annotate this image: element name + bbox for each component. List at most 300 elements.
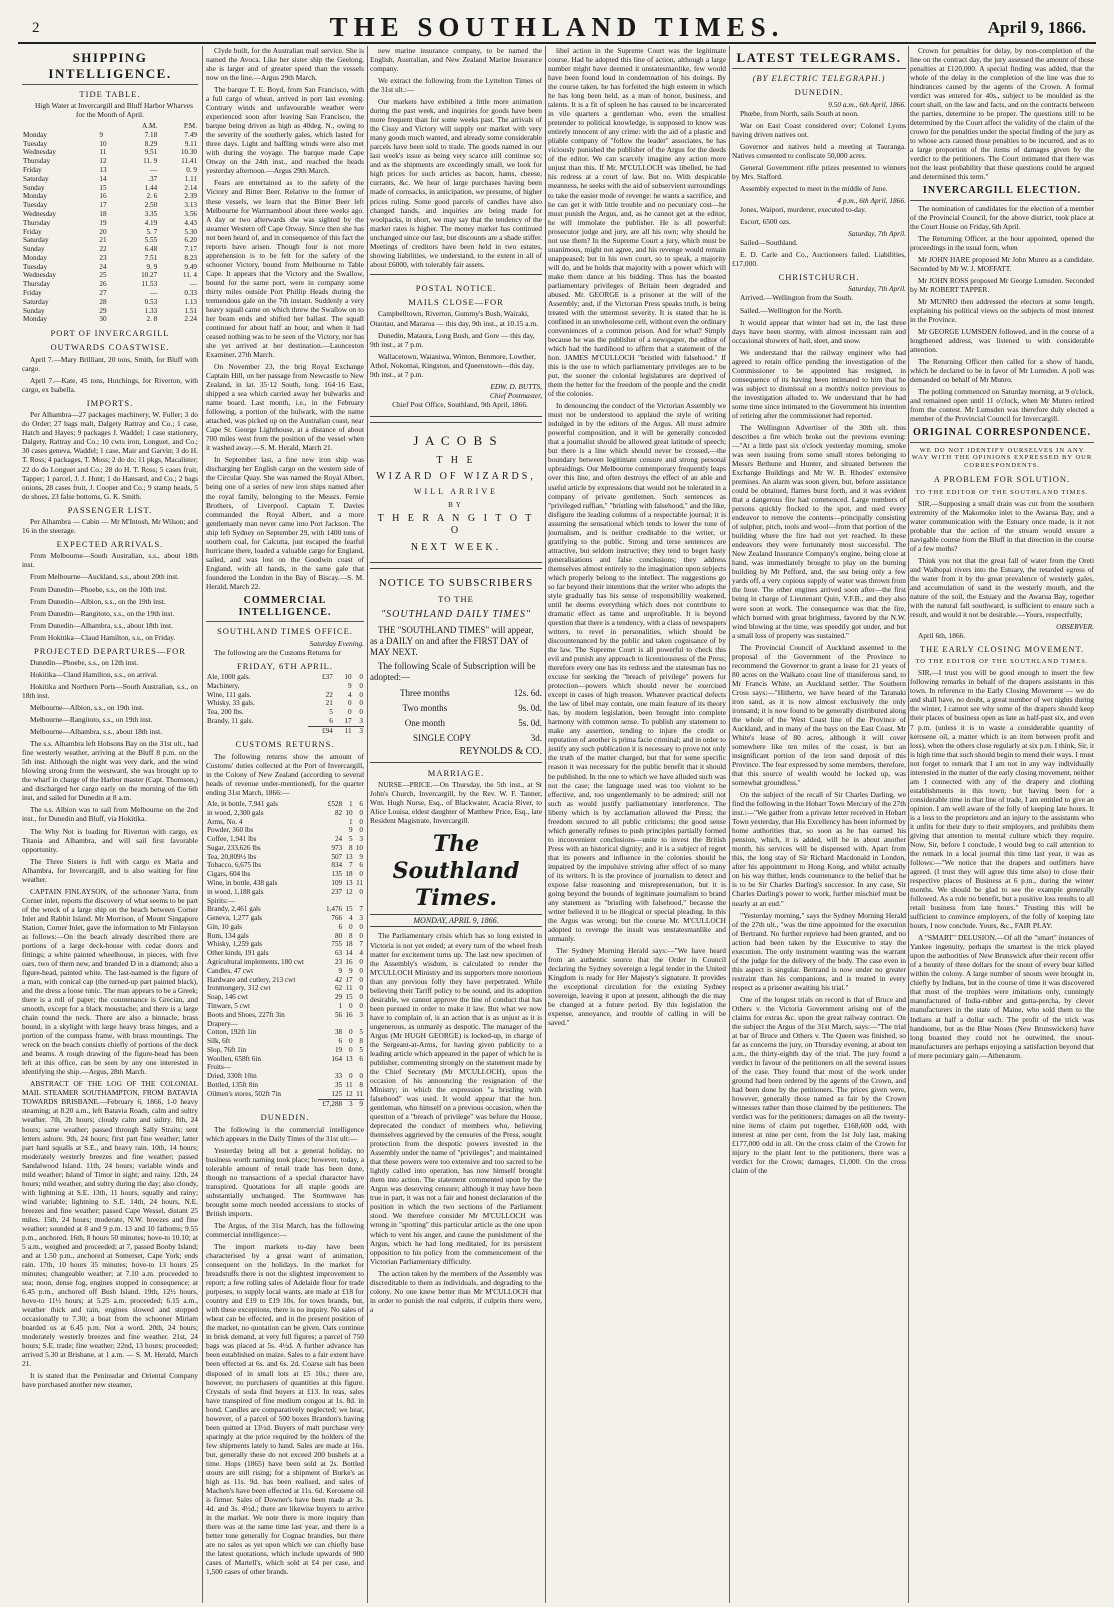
shipping-news: It is stated that the Peninsular and Oriental Company have purchased another new steamer, [22,1371,198,1390]
shipping-news: The s.s. Albion was to sail from Melbourne on the 2nd inst., for Dunedin and Bluff, via Hokitika. [22,805,198,824]
customs-row-cell: 9 [347,681,352,690]
tide-row-cell: Monday [23,315,47,324]
returns-total-cell: £7,288 [318,1099,343,1108]
returns-row-cell: 109 [331,879,343,888]
letter-text: Think you not that the great fall of water from the Oreti and Waihopai rivers into the Estuary, the retarded egress of the water from it by the great prevalence of westerly gales, and accumulation of sand in the westerly mouth, and the nature of the soil, the Estuary and the Awarua Bay, together with the natural fall southward, is sufficient to ensure such a result, and would it not be desirable.—Yours, respectfully, [910,555,1094,619]
returns-total-cell [206,1099,318,1108]
letter-addressee: TO THE EDITOR OF THE SOUTHLAND TIMES. [915,488,1089,496]
returns-row-cell: 9 [359,852,363,861]
returns-row-cell: Drapery— [207,1019,238,1028]
tide-row-cell: Saturday [23,236,49,245]
rate-row [370,701,542,716]
ad-ship: T H E R A N G I T O T O [377,513,535,537]
commercial-text: The following is the commercial intelligence which appears in the Daily Times of the 31st ult:— [206,1124,364,1143]
tide-row-cell: 1.11 [184,174,197,183]
returns-row-cell: 33 [334,1072,343,1081]
ad-the: T H E [436,454,476,466]
telegram-item: General Government rifle prizes presented to winners by Mrs. Stafford. [732,162,906,181]
returns-row-cell: 6 [359,799,363,808]
returns-row [206,967,364,976]
election-text: The polling commenced on Saturday morning, at 9 o'clock, and remained open until 11 o'clock, when Mr Munro retired from the contest. Mr Lumsden was therefore duly elected a member of the Provincial Council for Invercargill. [910,387,1094,424]
letter-text: SIR,—Supposing a small drain was cut from the southern extremity of the Makomoko inlet to the Awarua Bay, and a water communication with the Estuary once made, is it not probable that the action of the stream would ensure a navigable course from the Bluff in that direction in the course of a few moths? [910,498,1094,553]
returns-row-cell: Cigars, 604 lbs [207,870,251,879]
postal-heading: POSTAL NOTICE. [415,282,497,293]
tide-table [22,122,198,324]
returns-total-cell: 3 [343,1099,353,1108]
departure-item: Melbourne—Albion, s.s., on 19th inst. [30,703,144,713]
ad-jacobs: J A C O B S [413,432,499,448]
commercial-text: We extract the following from the Lyttelton Times of the 31st ult.:— [370,76,542,95]
letter-title: A PROBLEM FOR SOLUTION. [933,474,1071,485]
returns-row-cell: 8 [348,843,353,852]
returns-row-cell: £528 [327,799,343,808]
customs-row-cell: 22 [325,690,333,699]
returns-row-cell [354,897,364,906]
election-text: Mr JOHN HARE proposed Mr John Munro as a candidate. Seconded by Mr W. J. MOFFATT. [910,254,1094,273]
customs-row [206,699,364,708]
returns-row-cell: 0 [359,817,363,826]
customs-row-cell: Wine, 111 gals. [207,690,252,699]
single-copy [370,731,542,746]
tide-row-cell: Sunday [23,245,45,254]
customs-row-cell: 4 [347,690,352,699]
customs-row-cell: 21 [325,699,333,708]
tide-row-cell: 18 [99,209,107,218]
tide-row-cell: 26 [99,280,107,289]
tide-row [22,280,198,289]
customs-row-cell: 6 [329,716,333,725]
returns-row-cell: 35 [334,1080,343,1089]
customs-row-cell: Brandy, 11 gals. [207,717,254,726]
customs-row [206,717,364,726]
commercial-text: Our markets have exhibited a little more animation during the past week, and inquiries for goods have been more frequent than for some weeks past. The arrivals of the Cissy and Victory will supply our market with very many goods much wanted, and already some considerable parcels have been sold to trade. The goods named in our last week's issue as being very scarce still continue so; and as the shipments are exceedingly small, we look for high prices for such articles as bacon, hams, cheese, currants, &c. We hear of large purchases having been made of cornsacks, in anticipation, we presume, of higher prices ruling. Some good parcels of candles have also changed hands, and inquiries are being made for woolpacks, in short, we may say that the tendency of the market rates is higher. The money market has continued unchanged since our last, but discounts are a shade stiffer. Meetings of creditors have been held in two estates, showing liabilities, we understand, to the extent in all of about £6000, with tolerably fair assets. [370,97,542,269]
telegram-time: 9.50 a.m., 6th April, 1866. [828,99,906,109]
returns-row-cell: Coffee, 1,941 lbs [207,835,257,844]
tide-row [22,307,198,316]
returns-row-cell: 11 [356,1089,363,1098]
tide-row-cell: — [189,280,197,289]
returns-row-cell: 7 [348,861,353,870]
commercial-text: Yesterday being all but a general holiday, no business worth naming took place; however, today, a tolerable amount of retail trade has been done, though no transactions of a special character have transpired. Quotations for all staple goods are substantially unchanged. The Stormwave has brought some much needed accessions to stocks of British imports. [206,1145,364,1218]
outwards-heading: OUTWARDS COASTWISE. [50,342,170,353]
tide-table-header [22,122,198,131]
tide-row-cell: 15 [99,183,107,192]
tide-row-cell: 2. 6 [146,192,158,201]
telegram-item: Governor and natives held a meeting at Tauranga. Natives consented to confiscate 50,000 acres. [732,141,906,160]
tide-row-cell: Wednesday [23,271,56,280]
returns-row-cell: 237 [331,887,343,896]
returns-row-cell: Gin, 10 gals [207,922,242,931]
single-price: 3d. [530,732,542,743]
returns-row [206,853,364,862]
tide-row-cell: 19 [99,218,107,227]
column-2 [206,46,364,1603]
tide-row-cell: Monday [23,253,47,262]
commercial-text: new marine insurance company, to be named the English, Australian, and New Zealand Marine Insurance company. [370,46,542,74]
column-3 [370,46,542,1603]
tide-row-cell: 11.41 [181,157,197,166]
telegram-time: 4 p.m., 6th April, 1866. [837,195,906,205]
returns-row-cell [343,1063,353,1072]
returns-row-cell: Ironmongery, 312 cwt [207,984,271,993]
postal-text: Campbelltown, Riverton, Gummy's Bush, Wairaki, Otautau, and Mararoa — this day, 9th inst., at 10.15 a.m. [370,309,539,328]
postal-notice [370,274,542,417]
tide-row-cell: 30 [99,315,107,324]
returns-row-cell: in wood, 1,188 gals [207,887,264,896]
returns-row [206,800,364,809]
returns-row-cell: Arms, No. 4 [207,817,243,826]
tide-row-cell: .37 [148,174,158,183]
returns-row-cell: Geneva, 1,277 gals [207,914,263,923]
returns-row [206,923,364,932]
tide-row [22,245,198,254]
returns-row-cell: 38 [334,1028,343,1037]
returns-row-cell: 4 [348,914,353,923]
tide-col-date [98,122,118,131]
shipping-item: April 7.—Mary Brilliant, 20 tons, Smith, for Bluff with cargo. [22,354,198,373]
customs-row-cell: 0 [347,708,352,717]
returns-row [206,809,364,818]
returns-row-cell: 135 [331,870,343,879]
returns-row-cell: Agricultural implements, 180 cwt [207,958,305,967]
returns-row-cell: 11 [345,1080,353,1089]
tide-row-cell: 5.30 [184,227,197,236]
notice-to: TO THE [438,594,474,605]
returns-row [206,905,364,914]
tide-row-cell: 20 [99,227,107,236]
returns-row [206,940,364,949]
customs-row-cell: 17 [344,716,352,725]
returns-row [206,993,364,1002]
news-item: A "SMART" DELUSION.—Of all the "smart" instances of Yankee ingenuity, perhaps the smartest is the trick played upon the authorities of New Brunswick after their recent offer of a bounty of three dollars for the snout of every bear killed within the colony. A large number of snouts were brought in, chiefly by Indians, but in the course of time it was discovered that most of the trophies were imitations only, cunningly manufactured of India-rubber and gutta-percha, by clever manufacturers in the state of Maine, who sold them to the Indians at half a dollar each. The profit of the trick was handsome, but as the Blue Noses (New Brunswickers) have long boasted they could not be outwitted, the snout-manufacturers are perhaps enjoying a satisfaction beyond that of mere pecuniary gain.—Athenæum. [910,933,1094,1060]
departure-item: Hokitika—Claud Hamilton, s.s., on arrival. [30,670,158,680]
customs-row-cell: Machinery, [207,681,240,690]
returns-row-cell [318,1063,343,1072]
returns-row-cell: Tinware, 5 cwt [207,1001,251,1010]
tide-row-cell: 9.51 [144,148,158,157]
returns-row [206,818,364,827]
returns-row-cell: 0 [348,1072,353,1081]
returns-row-cell: 15 [345,993,353,1002]
returns-row-cell: 0 [359,808,363,817]
tide-row [22,175,198,184]
tide-row-cell: Tuesday [23,201,48,210]
tide-row-cell: 1.13 [184,297,197,306]
tide-row-cell: 10 [99,139,107,148]
returns-row-cell: 9 [348,826,353,835]
letter-text: SIR,—I trust you will be good enough to insert the few following remarks in behalf of the drapers assistants in this town. In reference to the Early Closing Movement — we do and shall have, no doubt, a great number of wet nights during the winter, I cannot see why some of the drapers should keep their places of business open as late as half-past six, and even 7 p.m. (unless it is to waste a considerable quantity of kerosene oil, a matter which is an item between profit and loss), when the others close regularly at six p.m. I think, Sir, it is high time that such should begin to mend their ways. I must not forget to remark that I am not in any way individually interested in the matter of the early closing movement, neither am I connected with any of the drapery and clothing establishments in this town; but having been for a considerable time in that line of trade, I am entitled to give an opinion. I am well aware of the folly of keeping late hours. It is a loss to the proprietors and an injury to the assistants who it unfits for their duty to their employers, and prohibits them giving that attention to mental culture which they require. Now, Sir, before I conclude, I would beg to call attention to the remark in a local journal this time last year, it was as follows:—"We notice that the drapers and outfitters have agreed. (I trust they will agree this time also) to close their respective places of Business at 6 p.m., during the winter months. We should be glad to see the example generally followed. As a rule no benefit, but a positive loss results to all retail business from late hours." Trusting this will be sufficient to convince employers, of the folly of keeping late hours, I now conclude. Yours, &c., FAIR PLAY. [910,668,1094,931]
returns-row-cell: Boots and Shoes, 227ft 3in [207,1010,285,1019]
returns-row [206,826,364,835]
quarter-returns-table [206,800,364,1108]
returns-row-cell: 1,476 [325,905,343,914]
returns-row-cell: Slop, 76ft 1in [207,1045,247,1054]
returns-row-cell: Oilmen's stores, 502ft 7in [207,1090,281,1099]
tide-row-cell: 9 [99,130,104,139]
customs-row-cell: 10 [344,673,352,681]
arrival-item: From Dunedin—Albion, s.s., on the 19th inst. [30,596,166,606]
telegram-item: Sailed.—Wellington for the North. [740,305,843,315]
customs-row-cell: 0 [359,681,363,690]
tide-row-cell: Friday [23,227,42,236]
returns-heading: CUSTOMS RETURNS. [235,739,335,750]
election-text: Mr JOHN ROSS proposed Mr George Lumsden. Seconded by Mr ROBERT TAPPER. [910,275,1094,294]
telegram-time: Saturday, 7th April. [848,228,906,238]
customs-row-cell: £37 [322,673,333,681]
returns-row [206,1002,364,1011]
news-item: Crown for penalties for delay, by non-completion of the line on the contract day, the jury assessed the amount of those penalties at £120,000. A special finding was added, that the whole of the delay in the completion of the line was due to hindrances caused by the agents of the Crown. A formal verdict was entered for 40s., subject to be moulded as the court shall, on the law and facts, and on the contracts between the parties, determine to be proper. The questions still to be determined by the Court affect the validity of the claim of the crown for the penalties under the special finding of the jury as to whose acts caused those penalties to be incurred, and as to a large proportion of the items of damages given by the verdict to the petitioners. The Court intimated that there was not the least probability that these questions could be argued and determined this term." [910,46,1094,182]
returns-row [206,861,364,870]
telegram-item: Arrived.—Wellington from the South. [740,293,853,303]
rate-row-cell: Three months [399,687,450,698]
postal-sub: MAILS CLOSE—FOR [408,297,504,308]
departure-item: Melbourne—Alhambra, s.s., about 18th inst. [30,727,162,737]
customs-row-cell: Ale, 1000 gals. [207,673,251,681]
tide-row-cell: 7.51 [144,253,158,262]
tide-row-cell: 27 [99,288,107,297]
returns-row-cell: 23 [334,958,343,967]
returns-row [206,958,364,967]
returns-row-cell: 1 [338,1001,343,1010]
returns-row-cell: 62 [334,984,343,993]
returns-row [206,879,364,888]
election-text: Mr MUNRO then addressed the electors at some length, explaining his political views on the subjects of most interest in the Province. [910,296,1094,324]
editorial-text: The action taken by the members of the Assembly was discreditable to them as individuals, and degrading to the colony. No one knew better than Mr M'CULLOCH that in order to punish the real culprits, if culprits there were, a [370,1268,542,1314]
returns-row-cell [343,897,353,906]
customs-office: SOUTHLAND TIMES OFFICE. [217,626,353,637]
rate-row-cell: Two months [402,702,448,713]
customs-row-cell: 0 [347,699,352,708]
returns-row [206,914,364,923]
shipping-news: CAPTAIN FINLAYSON, of the schooner Yarra, from Corner inlet, reports the discovery of what seems to be part of the wreck of a large ship on the beach between Corner Inlet and Rabbit Island. Mr Morrison, of Mount Singapore Station, Corner Inlet, gave the information to Mr Finlayson as follows:—On the beach already described there are portions of a large deck-house with cedar doors and fittings; a white painted wheelhouse, in pieces, with five oars, two of them new, and branded D in a diamond; also a figure-head, painted white. The last-named is the figure of a man, with conical cap (the turned-up part painted black), and the dress a loose tunic. The man appears to be a Greek; there is a roll of paper; the countenance is Grecian, and smooth, except for a black moustache; and there is a large chain round the neck. There are also a binnacle, brass bound, in a skylight with large heavy brass hinges, and a portion of the compass frame, with brass mountings. The wreck on the beach consists chiefly of portions of the deck and beams. A rough drawing of the figure-head has been left at this office, can be seen by any one interested in identifying the ship.—Argus, 28th March. [22,886,198,1077]
telegram-item: E. D. Carle and Co., Auctioneers failed. Liabilities, £17,000. [732,250,906,269]
tide-row-cell: 17 [99,201,107,210]
customs-row-cell: 3 [359,716,363,725]
returns-row [206,1037,364,1046]
returns-row-cell: 19 [334,1045,343,1054]
returns-row [206,949,364,958]
returns-row-cell: 8 [359,1037,363,1046]
editorial-text: The Parliamentary crisis which has so long existed in Victoria is not yet ended; at every turn of the wheel fresh matter for excitement turns up. The last new specimen of the Assembly's wisdom, is calculated to render the M'CULLOCH Ministry and its supporters more notorious than any previous folly they have perpetrated. While believing their Tariff policy to be sound, and its adoption desirable, we cannot approve the line of conduct that has been pursued in order to make it law. But what we now have to complain of, is an action that is as unjust as it is ungenerous, as unmanly as despotic. The manager of the Argus (Mr HUGH GEORGE) is locked-up, in charge of the Sergeant-at-Arms, for having given publicity to a leading article which appeared in the paper of which he is publisher, commenting strongly on the statement made by the Chief Secretary (Mr M'CULLOCH), upon the occasion of his announcing the resignation of the Ministry; in which the expression "a bristling with falsehood" was used. It would appear that the hon. gentleman, who himself on a previous occasion, when the question of a "breach of privilege" was before the House, deprecated the conduct of members who, believing themselves aggrieved by the censures of the Press, sought protection from the despotic powers invested in the Assembly under the name of "privileges"; and maintained that these powers were too extensive and too sacred to be lightly called into operation, has now himself brought them into action. The statement commented upon by the Argus was deserving censure; although it may have been true in part, it was not a fair and honest declaration of the position in which the two sections of the Parliament stood. We therefore consider Mr M'CULLOCH was wrong in "spotting" this particular article as the one upon which to vent his anger, and cause the punishment of the Argus, which he had long meditated, for its persistent opposition to his policy from the commencement of the Victorian Parliamentary difficulty. [370,931,542,1266]
returns-row-cell [318,1020,343,1029]
tide-row-cell: 4.19 [144,218,158,227]
returns-row [206,835,364,844]
correspondence-disclaimer: WE DO NOT IDENTIFY OURSELVES IN ANY WAY WITH THE OPINIONS EXPRESSED BY OUR CORRESPONDENTS. [911,446,1093,470]
returns-row [206,1055,364,1064]
expected-heading: EXPECTED ARRIVALS. [56,539,164,550]
tide-row-cell: 21 [99,236,107,245]
returns-row-cell: 973 [331,843,343,852]
notice-body: THE "SOUTHLAND TIMES" will appear, as a DAILY on and after the FIRST DAY of MAY NEXT. [370,624,534,657]
customs-date: FRIDAY, 6TH APRIL. [237,660,333,671]
shipping-news: Clyde built, for the Australian mail service. She is named the Avoca. Like her sister ship the Geelong, she is larger and of greater speed than the vessels now on the line.—Argus 29th March. [206,46,364,83]
section-heading-commercial: COMMERCIAL INTELLIGENCE. [206,595,364,622]
tide-row-cell: 9.49 [184,262,197,271]
returns-row-cell: 82 [334,808,343,817]
returns-row [206,844,364,853]
returns-row-cell: 5 [359,1028,363,1037]
customs-row [206,708,364,717]
editorial-date: MONDAY, APRIL 9, 1866. [370,914,542,928]
tide-row-cell: 1.33 [144,306,158,315]
christchurch-heading: CHRISTCHURCH. [778,272,860,283]
tide-row-cell: 9. 9 [146,262,158,271]
returns-row-cell: Woollen, 658ft 6in [207,1054,261,1063]
arrival-item: From Dunedin—Phoebe, s.s., on the 10th inst. [30,584,167,594]
returns-row [206,1011,364,1020]
arrival-item: From Hokitika—Claud Hamilton, s.s., on Friday. [30,632,176,642]
tide-row [22,219,198,228]
tide-row-cell: Thursday [23,218,51,227]
returns-row-cell: 24 [334,835,343,844]
tide-row-cell: 23 [99,253,107,262]
returns-row-cell: 755 [331,940,343,949]
customs-total-cell: £94 [308,726,334,735]
returns-row-cell: 16 [345,958,353,967]
letter-addressee: TO THE EDITOR OF THE SOUTHLAND TIMES. [915,658,1089,666]
telegram-sub: (BY ELECTRIC TELEGRAPH.) [752,72,886,83]
returns-row-cell: 0 [359,887,363,896]
tide-row-cell: 4.43 [184,218,197,227]
shipping-news: The Three Sisters is full with cargo ex Maria and Alhambra, for Invercargill, and is also waiting for fine weather. [22,856,198,884]
returns-row-cell: 0 [359,984,363,993]
ad-will: WILL ARRIVE [413,487,499,497]
tide-row-cell: 0.33 [184,288,197,297]
tide-row-cell: Tuesday [23,262,48,271]
tide-row-cell: Thursday [23,280,51,289]
editorial-text: In denouncing the conduct of the Victorian Assembly we must not be understood to applaud the style of writing indulged in by the editors of the Argus. All must admire powerful composition, and it will be generally conceded that a journalist should be allowed great latitude of speech; but there is a line which should never be crossed,—the boundary between legitimate censure and strong personal upbraidings. Our Melbourne contemporary frequently leaps over this line, and often destroys the effect of an able and useful article by expressions that would not be tolerated in a company of private gentlemen. Such sentences as "privileged ruffian," "bristling with falsehood," and the like, disfigure the leading columns of a respectable journal; it is assuming the sensational which tends to lower the tone of journalism, and is neither creditable to the writer, or gratifying to the public. Strong and terse sentences are attractive, but seldom instructive; they tend to beget hasty generalisations and false conclusions; they address themselves almost entirely to the imagination upon subjects which properly belong to the intellect. The suggestions go so far beyond their intentions that the writer who adopts the style gradually has his sense of responsibility weakened, until he deems everything which does not contribute to dramatic effect as tame and unprofitable. It is beyond question that there is a tendency, with a class of newspapers writers, to revel in personalities, which should be discountenanced by the public and taken cognisance of by the law. The Supreme Court is all powerful to check this evil and punish any approach to licentiousness of the Press; therefore every one has its redress and the statesman has no excuse for seeking the "breach of privilege" powers for protection—powers which should never be exercised except in cases of high treason. Whatever practical defects the law of libel may contain, one main feature of its theory has, by modern legislation, been brought into complete harmony with common sense. To publish any statement to make any assertion, tending to injure the credit or reputation of another is prima facie criminal; and in order to justify any such publication it is necessary to prove not only the truth of the matter charged, but that for some specific reason it was necessary for the public benefit that it should be published. In the one to which we have alluded such was not the case; the language used was too violent to be effective, and, too ungentlemanly to be admired; still not such as would justify parliamentary interference. The liberty which is by acclamation allowed the Press; the freedom secured to all public criticisms; the good sense which generally refuses to push principles partially formed to inconvenient conclusions—unite to invest the British Press with an historical dignity; and it is a subject of regret that its powers and influence in the colonies should be impaired by the impulsive striving after effect of so many of its writers. It is the province of journalists to detect and expose false reasoning and misrepresentation, but it is going beyond the bounds of legitimate journalism to brand any statement as "bristling with falsehood," because the writer believed it to be illogical or special pleading. In this the Argus was wrong; but the course Mr. M'CULLOCH adopted to revenge the insult was unstatesmanlike and unmanly. [548,401,726,944]
tide-row [22,140,198,149]
election-text: The nomination of candidates for the election of a member of the Provincial Council, for the above district, took place at the Court House on Friday, 6th April. [910,203,1094,231]
commercial-text: The Argus, of the 31st March, has the following commercial intelligence:— [206,1221,364,1240]
returns-row-cell: Whisky, 1,259 gals [207,940,263,949]
departure-item: Hokitika and Northern Ports—South Australian, s.s., on 18th inst. [22,682,198,701]
returns-row-cell: 80 [334,931,343,940]
tide-row-cell: Sunday [23,183,45,192]
returns-row-cell: 125 [331,1089,343,1098]
returns-row-cell: 12 [345,1089,353,1098]
subscriber-notice [370,568,542,763]
news-item: "Yesterday morning," says the Sydney Morning Herald of the 27th ult., "was the time appointed for the execution of Bertrand. No further reprieve had been granted, and no action had been taken by the Executive to stay the execution. The only instrument wanting was the warrant of the judge for the delivery of the body. The case even in this aspect is singular. Bertrand is now under no greater restraint than his companions, and is treated in every respect as a prisoner awaiting his trial." [732,910,906,992]
tide-row-cell: Monday [23,130,47,139]
imports-heading: IMPORTS. [86,397,134,408]
tide-table-intro: High Water at Invercargill and Bluff Harbor Wharves for the Month of April. [35,101,193,120]
customs-row-cell: 0 [359,690,363,699]
returns-row-cell: 7 [359,905,363,914]
returns-row [206,888,364,897]
tide-row-cell: Wednesday [23,209,56,218]
shipping-item: April 7.—Kate, 45 tons, Hutchings, for Riverton, with cargo, ex Isabella. [22,375,198,394]
news-item: The Wellington Advertiser of the 30th ult. thus describes a fire which broke out the previous evening:—"At a little past six o'clock yesterday morning, smoke was seen issuing from some small stores belonging to Messrs Bethune and Hunter, and situated between the Exchange Buildings and Mr W. B. Rhodes' extensive premises. An alarm was soon given, but, before assistance could be obtained, flames burst forth, and it was evident that a dangerous fire had commenced. Large numbers of persons quickly flocked to the spot, and used every endeavor to remove the contents—principally consisting of sulphur, pitch, tools and wool—from that portion of the building where the fire had not yet reached. In these endeavors they were fortunately most successful. The New Zealand Insurance Company's engine, being close at hand, was immediately brought to play on the burning building by Mr Pefford, and, the sea being only a few yards off, a very copious supply of water was thrown from the hose. The other engines arrived soon after—the first being in charge of Lieutenant Quin, V.F.B., and they also were soon at work. The consequence was that the fire, which burned with great brightness, favored by the N.W. wind blowing at the time, was speedily got under, and but a small loss of property was sustained." [732,422,906,640]
section-heading-correspondence: ORIGINAL CORRESPONDENCE. [910,427,1094,442]
dunedin-heading: DUNEDIN. [794,87,844,98]
returns-row-cell: 8 [348,931,353,940]
marriage-notice: NURSE—PRICE.—On Thursday, the 5th inst., at St John's Church, Invercargill, by the Rev. W. F. Tanner, Wm. Hugh Nurse, Esq., of Blackwater, Acacia River, to Alice Louisa, eldest daughter of Matthew Price, Esq., late Resident Magistrate, Invercargill. [370,780,542,826]
column-rule [545,46,546,1603]
tide-row-cell: Saturday [23,297,49,306]
news-item: On the subject of the recall of Sir Charles Darling, we find the following in the Hobart Town Mercury of the 27th inst.:—"We gather from a private letter received in Hobart Town yesterday, that His Excellency has been informed by home authorities that, so soon as he has earned his pension, which, it is added, will be in about another month, his services will be dispensed with. Apart from this, the long stay of Sir Richard Macdonald in London, after his appointment to Hong Kong, and whilst actually on his way thither, lends countenance to the belief that he is to be Sir Charles Darling's successor. In any case, Sir Charles Darling's power to work, further mischief must be nearly at an end." [732,790,906,908]
tide-row [22,131,198,140]
tide-row-cell: 9.11 [184,139,197,148]
returns-row-cell: 0 [348,922,353,931]
returns-row-cell: Tobacco, 6,675 lbs [207,861,262,870]
returns-row-cell: Ale, in bottle, 7,941 gals [207,799,278,808]
returns-row [206,932,364,941]
editorial-text: The Sydney Morning Herald says:—"We have heard from an authentic source that the Order in Council declaring the Sydney sovereign a legal tender in the United Kingdom is ready for Her Majesty's signature. It provides the exceptional circulation for the existing Sydney sovereign, leaving it upon at present, although the die may be changed at a future period. By this legislation the expense, annoyance, and trouble of calling in will be saved." [548,946,726,1028]
tide-row-cell: 11.53 [141,280,158,289]
election-text: The Returning Officer, at the hour appointed, opened the proceedings in the usual form, when [910,233,1094,252]
customs-total-cell: 3 [353,726,364,735]
returns-row-cell [343,1020,353,1029]
returns-row-cell: 0 [359,966,363,975]
returns-row-cell: 16 [345,1010,353,1019]
returns-row-cell: 13 [345,879,353,888]
column-rule [367,46,368,1603]
returns-row-cell: 6 [338,1037,343,1046]
tide-row-cell: 2.39 [184,192,197,201]
telegram-item: Phœbe, from North, sails South at noon. [740,108,859,118]
shipping-news: On November 23, the brig Royal Exchange Captain Hill, on her passage from Newcastle to New Zealand, in lat. 35·12 South, long. 164·16 East, shipped a sea which carried away her bulwarks and name board. Last month, i.e., in the February following, a portion of the bulwark, with the name attached, was picked up on the Australian coast, near Cape St. George Lighthouse, at a distance of about 700 miles west from the position of the vessel when it washed away.—S. M. Herald, March 21. [206,362,364,453]
returns-row [206,1072,364,1081]
returns-row-cell: 29 [334,993,343,1002]
postal-text: Wallacetown, Waianiwa, Winton, Benmore, Lowther, Athol, Nokomai, Kingston, and Queenstown—this day, 9th inst., at 7 p.m. [370,351,536,379]
tide-row-cell: 7.49 [184,130,197,139]
returns-row-cell: Spirits:— [207,896,235,905]
tide-row-cell: 7.18 [144,130,158,139]
returns-row-cell: 0 [348,1028,353,1037]
returns-row-cell: 10 [345,808,353,817]
rate-row-cell: 12s. 6d. [513,687,542,698]
tide-row [22,192,198,201]
tide-row-cell: 11 [99,148,107,157]
returns-row-cell: 0 [359,1072,363,1081]
customs-day: Saturday Evening. [309,638,364,648]
returns-row-cell: 1 [348,799,353,808]
paper-title: The Southland Times. [392,831,520,911]
returns-row [206,1046,364,1055]
tide-row-cell: 1.44 [144,183,158,192]
tide-row-cell: 2.50 [144,201,158,210]
customs-row-cell: Whisky, 33 gals. [207,699,255,708]
news-item: One of the longest trials on record is that of Bruce and Others v. the Victoria Government arising out of the claims for extras &c. upon the great railway contract. On the subject the Argus of the 31st March, says:—"The trial at bar of Bruce and Others v. The Queen was finished, so far as concerns the jury, on Thursday evening, at about ten a.m., the thirty-eighth day of the trial. The jury found a verdict in favour of the petitioners on all the several issues of the case. They found that most of the work under ground had been ordered by the agents of the Crown, and had been done by the petitioners. The prices given were, however, generally those named as fair by the Crown witnesses rather than those claimed by the petitioners. The verdict was for the petitioners; damages on all the twenty-nine items of claim put together, £168,600 odd, with interest at nine per cent, from the 1st July last, making £177,000 odd in all. On the cross claim of the Crown for injury to the plant lent to the petitioners, there was a verdict for the Crown; damages, £1,000. On the cross claim of the [732,994,906,1176]
issue-date: April 9, 1866. [987,18,1086,37]
postal-signature-title: Chief Postmaster, [489,390,542,400]
returns-row [206,976,364,985]
telegram-item: Escort, 6500 ozs. [740,216,791,226]
returns-row-cell: Wine, in bottle, 438 gals [207,879,278,888]
tide-row-cell: 12 [99,157,107,166]
rate-row-cell: 9s. 0d. [518,702,542,713]
tide-row-cell: 2.24 [184,315,197,324]
friday-customs-table [206,673,364,735]
election-text: Mr GEORGE LUMSDEN followed, and in the course of a lengthened address, was listened to with considerable attention. [910,327,1094,355]
tide-row-cell: 14 [99,174,107,183]
tide-row-cell: 3.13 [184,201,197,210]
tide-row-cell: 7.17 [184,245,197,254]
returns-row-cell: 6 [359,1054,363,1063]
tide-row-cell: 0.53 [144,297,158,306]
tide-row-cell: 16 [99,192,107,201]
returns-total-cell: 9 [354,1099,364,1108]
returns-row-cell: 56 [334,1010,343,1019]
column-4 [548,46,726,1603]
returns-row [206,870,364,879]
departure-item: Melbourne—Rangitoto, s.s., on 19th inst. [30,715,153,725]
shipping-news: The barque T. E. Boyd, from San Francisco, with a full cargo of wheat, arrived in port last evening. Contrary winds and unfavourable weather were experienced soon after leaving San Francisco, the barque being driven as high as 40deg. N., owing to the severity of the southerly gales, which lasted for three days. Light and baffling winds were also met with during the voyage. The barque made Cape Otway on the 24th inst., and reached the heads yesterday afternoon.—Argus 29th March. [206,85,364,176]
arrival-item: From Melbourne—Auckland, s.s., about 20th inst. [30,572,180,582]
returns-row-cell: 0 [348,1045,353,1054]
tide-row-cell: Friday [23,288,42,297]
